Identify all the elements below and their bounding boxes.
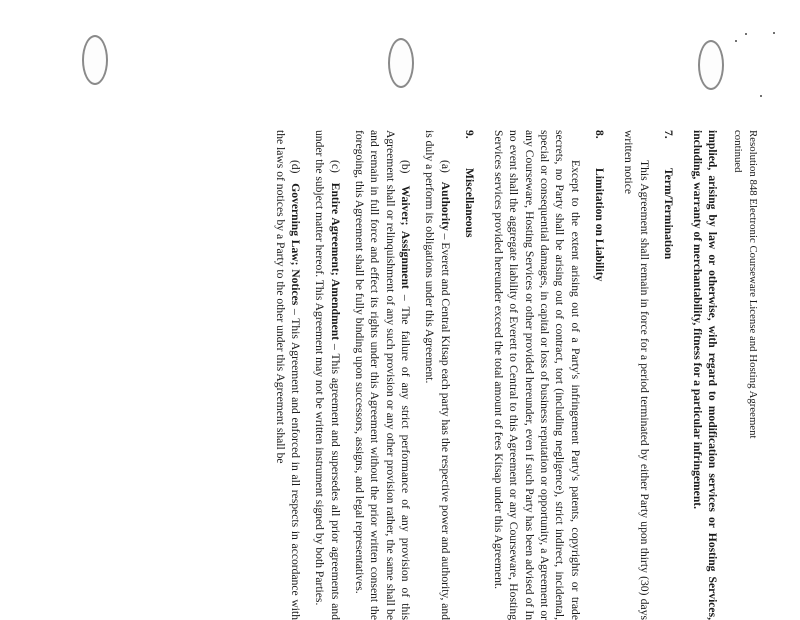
subsection-paragraph: (b) Waiver; Assignment – The failure of any strict performance of any provision of this Agreement shall or relinquishment of any such provision or any other provision rather, the same shall be and remain in full force and effect its rights under this Agreement without the prior written consent the foregoing, this Agreement shall be fully binding upon successors, assigns, and legal representatives. <box>353 130 412 620</box>
subsection-heading: Waiver; Assignment <box>398 185 412 289</box>
scan-speck <box>773 32 775 34</box>
section-paragraph: This Agreement shall remain in force for a period terminated by either Party upon thirty (30) days written notice <box>622 130 651 620</box>
punch-hole-left <box>82 35 108 85</box>
subsection-label: (a) <box>438 160 452 173</box>
subsection-heading: Authority <box>438 181 452 231</box>
subsection-text: Everett and Central Kitsap each party has the respective power and authority, and is duly a perform its obligations under this Agreement. <box>423 130 452 620</box>
section-number: 7. <box>661 130 675 139</box>
section-title: Miscellaneous <box>462 168 476 238</box>
section-number: 8. <box>592 130 606 139</box>
warranty-paragraph-tail: implied, arising by law or otherwise, with regard to modification services or Hosting Services, including, warranty of merchantability, fitness for a particular infringement. <box>691 130 720 620</box>
subsection-paragraph: (d) Governing Law; Notices – This Agreement and enforced in all respects in accordance with the laws of notices by a Party to the other under this Agreement shall be <box>273 130 303 620</box>
section-title: Limitation on Liability <box>592 168 606 282</box>
subsection-text: The failure of any strict performance of any provision of this Agreement shall or relinquishment of any such provision or any other provision rather, the same shall be and remain in full force and effect its rights under this Agreement without the prior written consent the foregoing, this Agreement shall be fully binding upon successors, assigns, and legal representatives. <box>353 130 412 620</box>
scan-speck <box>735 40 737 42</box>
subsection-text: This agreement and supersedes all prior agreements and under the subject matter hereof. This Agreement may not be written instrument signed by both Parties. <box>313 130 342 620</box>
subsection-paragraph: (a) Authority – Everett and Central Kitsap each party has the respective power and authority, and is duly a perform its obligations under this Agreement. <box>423 130 452 620</box>
subsection-text: This Agreement and enforced in all respects in accordance with the laws of notices by a Party to the other under this Agreement shall be <box>273 130 303 620</box>
section-title: Term/Termination <box>661 168 675 260</box>
subsection-heading: Governing Law; Notices <box>289 183 303 306</box>
section-heading <box>661 130 676 620</box>
running-header-continued: continued <box>731 130 744 173</box>
section-heading <box>592 130 607 620</box>
section-heading <box>462 130 477 620</box>
subsection-paragraph: (c) Entire Agreement; Amendment – This agreement and supersedes all prior agreements and under the subject matter hereof. This Agreement may not be written instrument signed by both Parties. <box>313 130 342 620</box>
subsection-label: (c) <box>328 160 342 173</box>
scan-speck <box>760 95 762 97</box>
section-number: 9. <box>462 130 476 139</box>
punch-hole-right <box>698 40 724 90</box>
subsection-label: (b) <box>398 160 412 174</box>
document-page <box>80 130 760 620</box>
section-paragraph: Except to the extent arising out of a Party's infringement Party's patents, copyrights or trade secrets, no Party shall be arising out of contract, tort (including negligence), strict indirect, incidental, special or consequential damages, in capital or loss of business reputation or opportunity, a Agreement or any Courseware, Hosting Services or other provided hereunder, even if such Party has been advised of In no event shall the aggregate liability of Everett to Central to this Agreement or any Courseware, Hosting Services services provided hereunder exceed the total amount of fees Kitsap under this Agreement. <box>492 130 582 620</box>
punch-hole-middle <box>388 38 414 88</box>
subsection-heading: Entire Agreement; Amendment <box>328 182 342 341</box>
scan-speck <box>745 33 747 35</box>
subsection-label: (d) <box>289 160 303 174</box>
running-header: Resolution 848 Electronic Courseware License and Hosting Agreement <box>747 130 759 439</box>
